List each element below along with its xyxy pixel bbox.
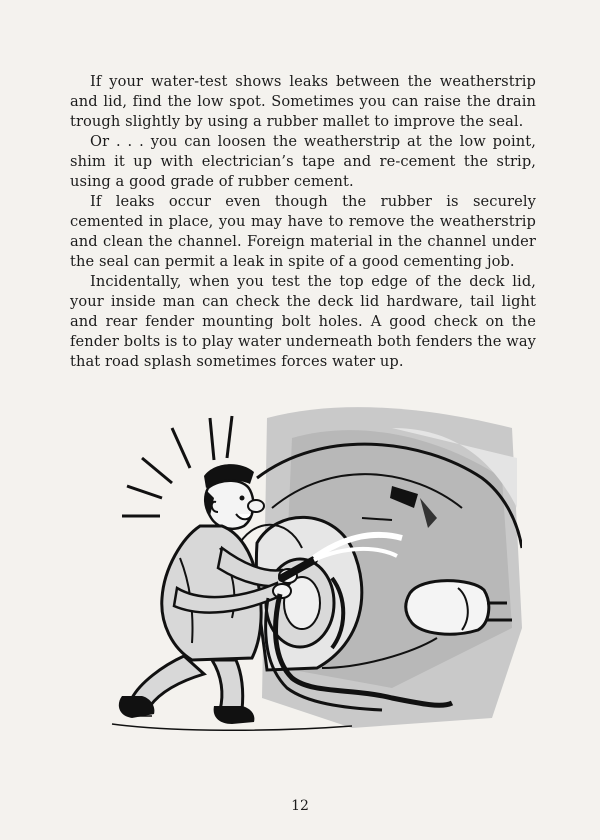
mechanic-spraying-car-fender-illustration [92,398,522,738]
paragraph-1: If your water-test shows leaks between the weatherstrip and lid, find the low spot. Sometimes you can raise the drain trough slightly by using a rubber mallet to improve the seal. [70,73,536,130]
body-text [70,72,536,372]
page-number: 12 [291,798,309,814]
paragraph-2: Or . . . you can loosen the weatherstrip at the low point, shim it up with electrician’s tape and re-cement the strip, using a good grade of rubber cement. [70,133,536,190]
paragraph-4: Incidentally, when you test the top edge of the deck lid, your inside man can check the deck lid hardware, tail light and rear fender mounting bolt holes. A good check on the fender bolts is to play water underneath both fenders the way that road splash sometimes forces water up. [70,273,536,370]
paragraph-3: If leaks occur even though the rubber is securely cemented in place, you may have to remove the weatherstrip and clean the channel. Foreign material in the channel under the seal can permit a leak in spite of a good cementing job. [70,193,536,270]
